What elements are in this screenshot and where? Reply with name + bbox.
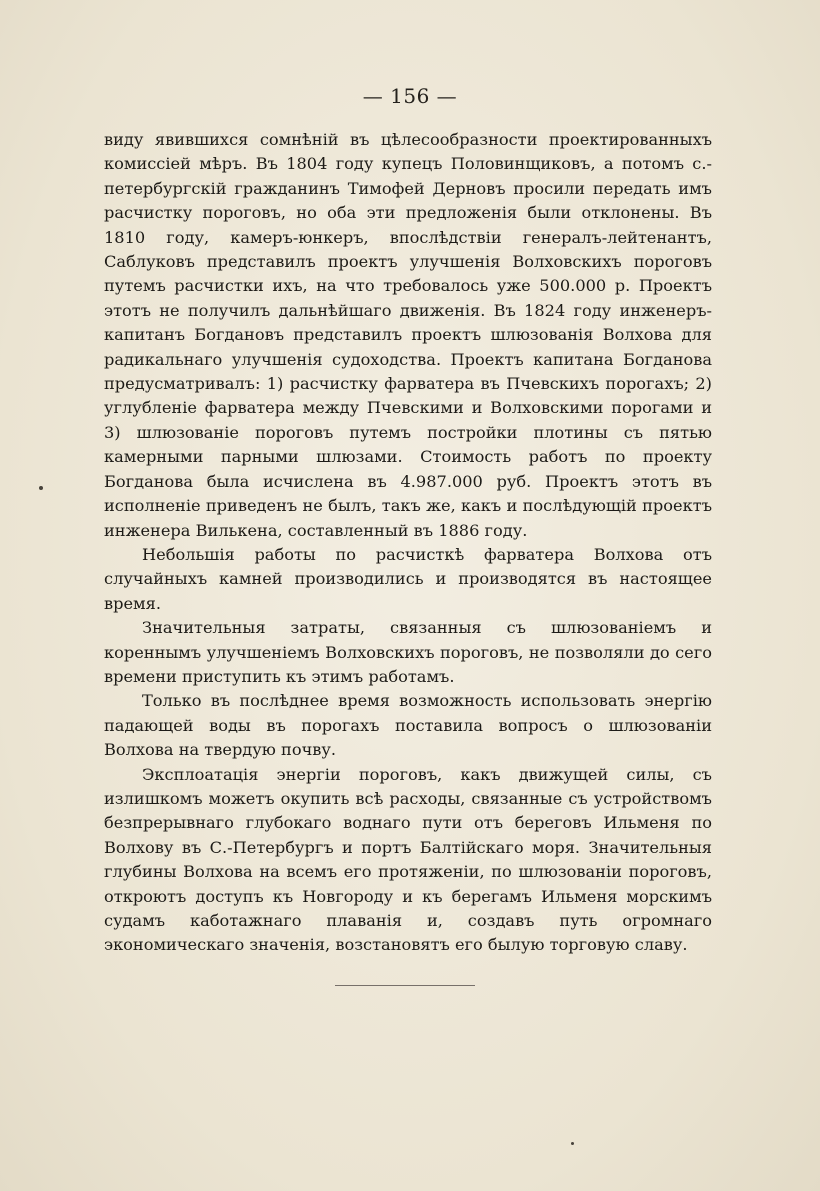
paragraph-5: Эксплоатація энергіи пороговъ, какъ движущей силы, съ излишкомъ можетъ окупить всѣ расходы, связанные съ устройствомъ безпрерывнаго глубокаго воднаго пути отъ береговъ Ильменя по Волхову въ С.-Петербургъ и портъ Балтійскаго моря. Значительныя глубины Волхова на всемъ его протяженіи, по шлюзованіи пороговъ, откроютъ доступъ къ Новгороду и къ берегамъ Ильменя морскимъ судамъ каботажнаго плаванія и, создавъ путь огромнаго экономическаго значенія, возстановятъ его былую торговую славу. [104,764,712,955]
page-number: — 156 — [362,84,458,108]
paragraph-2: Небольшія работы по расчисткѣ фарватера Волхова отъ случайныхъ камней производились и производятся въ настоящее время. [104,544,712,613]
ink-speck-bottom [571,1142,574,1145]
ink-speck-left [39,486,43,490]
paragraph-4: Только въ послѣднее время возможность использовать энергію падающей воды въ порогахъ поставила вопросъ о шлюзованіи Волхова на твердую почву. [104,691,712,760]
section-divider [335,985,475,986]
paragraph-3: Значительныя затраты, связанныя съ шлюзованіемъ и кореннымъ улучшеніемъ Волховскихъ пороговъ, не позволяли до сего времени приступить къ этимъ работамъ. [104,618,712,686]
paragraph-1: виду явившихся сомнѣній въ цѣлесообразности проектированныхъ комиссіей мѣръ. Въ 1804 году купецъ Половинщиковъ, а потомъ с.-петербургскій гражданинъ Тимофей Дерновъ просили передать имъ расчистку пороговъ, но оба эти предложенія были отклонены. Въ 1810 году, камеръ-юнкеръ, впослѣдствіи генералъ-лейтенантъ, Саблуковъ представилъ проектъ улучшенія Волховскихъ пороговъ путемъ расчистки ихъ, на что требовалось уже 500.000 р. Проектъ этотъ не получилъ дальнѣйшаго движенія. Въ 1824 году инженеръ-капитанъ Богдановъ представилъ проектъ шлюзованія Волхова для радикальнаго улучшенія судоходства. Проектъ капитана Богданова предусматривалъ: 1) расчистку фарватера въ Пчевскихъ порогахъ; 2) углубленіе фарватера между Пчевскими и Волховскими порогами и 3) шлюзованіе пороговъ путемъ постройки плотины съ пятью камерными парными шлюзами. Стоимость работъ по проекту Богданова была исчислена въ 4.987.000 руб. Проектъ этотъ въ исполненіе приведенъ не былъ, такъ же, какъ и послѣдующій проектъ инженера Вилькена, составленный въ 1886 году. [104,130,712,540]
body-text [104,128,712,958]
